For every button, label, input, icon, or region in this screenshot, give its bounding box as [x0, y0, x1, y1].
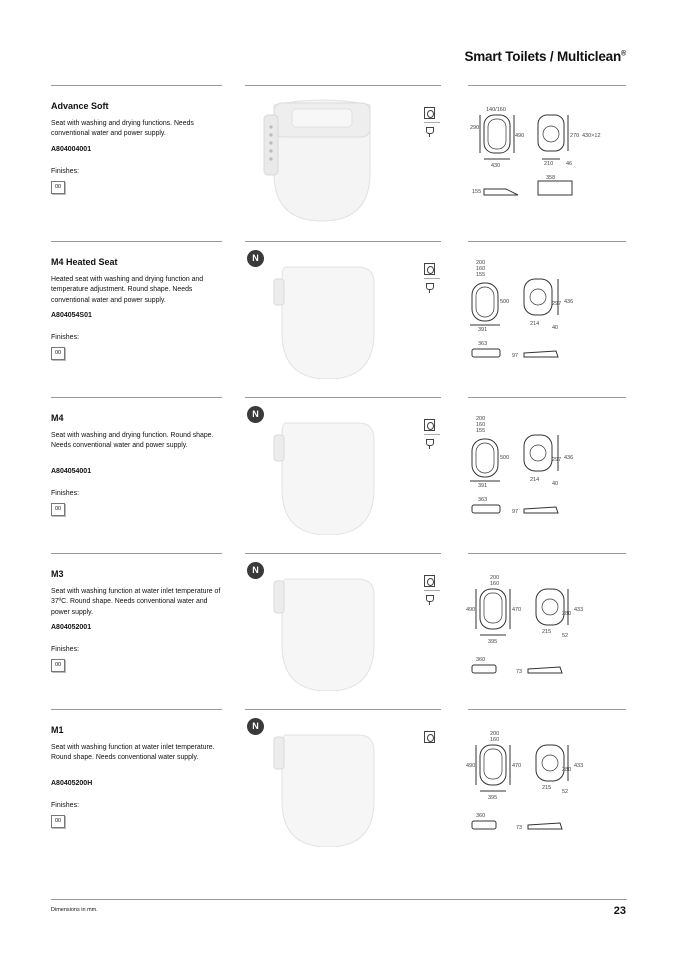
product-code: A804054001 [51, 468, 92, 475]
dim-label: 470 [512, 607, 522, 613]
dim-label: 160 [490, 737, 500, 743]
dim-label: 52 [562, 633, 569, 639]
dim-label: 436 [564, 455, 574, 461]
divider [51, 709, 222, 710]
product-image-round-seat [262, 717, 382, 847]
page-number: 23 [613, 905, 626, 917]
dim-label: 200 [476, 260, 486, 266]
dim-label: 433 [574, 763, 584, 769]
dim-label: 363 [478, 341, 488, 347]
product-code: A804054S01 [51, 312, 92, 319]
divider [424, 590, 440, 591]
dim-label: 395 [488, 795, 498, 801]
dim-label: 395 [488, 639, 498, 645]
finishes-label: Finishes: [51, 646, 80, 653]
product-section-m4 [0, 397, 678, 553]
product-code: A804004001 [51, 146, 92, 153]
dim-label: 490 [466, 763, 476, 769]
technical-drawing [466, 245, 626, 385]
dim-label: 500 [500, 299, 510, 305]
dim-label: 200 [490, 575, 500, 581]
finishes-label: Finishes: [51, 168, 80, 175]
dim-label: 200 [490, 731, 500, 737]
divider [424, 278, 440, 279]
dim-label: 160 [476, 266, 486, 272]
divider [468, 553, 626, 554]
registered-mark: ® [621, 50, 626, 58]
dim-label: 297 [552, 457, 562, 463]
technical-drawing [466, 89, 626, 229]
finishes-label: Finishes: [51, 490, 80, 497]
divider [245, 553, 441, 554]
product-name: M4 Heated Seat [51, 257, 118, 267]
product-code: A804052001 [51, 624, 92, 631]
product-description: Seat with washing and drying function. Round shape. Needs conventional water and power supply. [51, 432, 214, 450]
finish-swatch[interactable]: 00 [51, 181, 65, 194]
dim-label: 73 [516, 669, 523, 675]
product-code: A80405200H [51, 780, 93, 787]
new-badge: N [247, 406, 264, 423]
new-badge: N [247, 562, 264, 579]
dim-label: 433 [574, 607, 584, 613]
product-image-round-seat [262, 405, 382, 535]
dim-label: 155 [476, 428, 486, 434]
dim-label: 297 [552, 301, 562, 307]
dim-label: 490 [515, 133, 525, 139]
page-title [464, 49, 626, 64]
divider [468, 709, 626, 710]
divider [468, 397, 626, 398]
technical-drawing [466, 401, 626, 541]
dim-label: 160 [476, 422, 486, 428]
dim-label: 155 [476, 272, 486, 278]
footer-divider [51, 899, 627, 900]
power-plug-icon [424, 594, 435, 605]
dim-label: 214 [530, 321, 540, 327]
power-plug-icon [424, 282, 435, 293]
product-name: M4 [51, 413, 64, 423]
technical-drawing [466, 713, 626, 853]
dim-label: 280 [562, 611, 572, 617]
dim-label: 391 [478, 483, 488, 489]
dim-label: 200 [476, 416, 486, 422]
product-name: M3 [51, 569, 64, 579]
water-supply-icon [424, 419, 435, 431]
finishes-label: Finishes: [51, 802, 80, 809]
product-section-advance-soft [0, 85, 678, 241]
product-image-round-seat [262, 561, 382, 691]
dim-label: 470 [512, 763, 522, 769]
divider [51, 553, 222, 554]
dim-label: 214 [530, 477, 540, 483]
water-supply-icon [424, 731, 435, 743]
feature-icons [424, 107, 438, 137]
dim-label: 215 [542, 785, 552, 791]
product-description: Seat with washing function at water inlet temperature. Round shape. Needs conventional water supply. [51, 744, 215, 762]
dim-label: 97 [512, 353, 519, 359]
divider [51, 241, 222, 242]
product-section-m4-heated [0, 241, 678, 397]
dim-label: 73 [516, 825, 523, 831]
dimensions-footnote: Dimensions in mm. [51, 907, 98, 913]
new-badge: N [247, 250, 264, 267]
dim-label: 40 [552, 481, 559, 487]
dim-label: 280 [562, 767, 572, 773]
dim-label: 160 [490, 581, 500, 587]
product-section-m3 [0, 553, 678, 709]
feature-icons [424, 575, 438, 605]
divider [245, 709, 441, 710]
finishes-label: Finishes: [51, 334, 80, 341]
divider [245, 397, 441, 398]
water-supply-icon [424, 263, 435, 275]
technical-drawing [466, 557, 626, 697]
product-name: Advance Soft [51, 101, 109, 111]
dim-label: 360 [476, 657, 486, 663]
dim-label: 430×12 [582, 133, 601, 139]
product-section-m1 [0, 709, 678, 865]
dim-label: 46 [566, 161, 573, 167]
dim-label: 140/160 [486, 107, 506, 113]
new-badge: N [247, 718, 264, 735]
product-description: Seat with washing function at water inlet temperature of 37ºC. Round shape. Needs conventional water and power supply. [51, 588, 221, 616]
divider [245, 85, 441, 86]
dim-label: 500 [500, 455, 510, 461]
dim-label: 52 [562, 789, 569, 795]
divider [51, 397, 222, 398]
feature-icons [424, 263, 438, 293]
divider [424, 122, 440, 123]
dim-label: 490 [466, 607, 476, 613]
divider [51, 85, 222, 86]
divider [424, 434, 440, 435]
dim-label: 430 [491, 163, 501, 169]
product-name: M1 [51, 725, 64, 735]
divider [245, 241, 441, 242]
finish-swatch[interactable]: 00 [51, 503, 65, 516]
dim-label: 436 [564, 299, 574, 305]
power-plug-icon [424, 438, 435, 449]
dim-label: 358 [546, 175, 556, 181]
product-description: Heated seat with washing and drying function and temperature adjustment. Round shape. Needs conventional water and power supply. [51, 276, 204, 304]
dim-label: 210 [544, 161, 554, 167]
dim-label: 97 [512, 509, 519, 515]
product-image-smart-seat-elongated [262, 93, 382, 223]
dim-label: 270 [570, 133, 580, 139]
dim-label: 360 [476, 813, 486, 819]
finish-swatch[interactable]: 00 [51, 815, 65, 828]
power-plug-icon [424, 126, 435, 137]
finish-swatch[interactable]: 00 [51, 347, 65, 360]
feature-icons [424, 731, 438, 743]
product-image-round-seat [262, 249, 382, 379]
water-supply-icon [424, 575, 435, 587]
dim-label: 155 [472, 189, 482, 195]
dim-label: 391 [478, 327, 488, 333]
product-description: Seat with washing and drying functions. Needs conventional water and power supply. [51, 120, 194, 138]
water-supply-icon [424, 107, 435, 119]
dim-label: 363 [478, 497, 488, 503]
dim-label: 290 [470, 125, 480, 131]
dim-label: 40 [552, 325, 559, 331]
finish-swatch[interactable]: 00 [51, 659, 65, 672]
page-title-text: Smart Toilets / Multiclean [464, 49, 622, 64]
divider [468, 85, 626, 86]
feature-icons [424, 419, 438, 449]
dim-label: 215 [542, 629, 552, 635]
divider [468, 241, 626, 242]
